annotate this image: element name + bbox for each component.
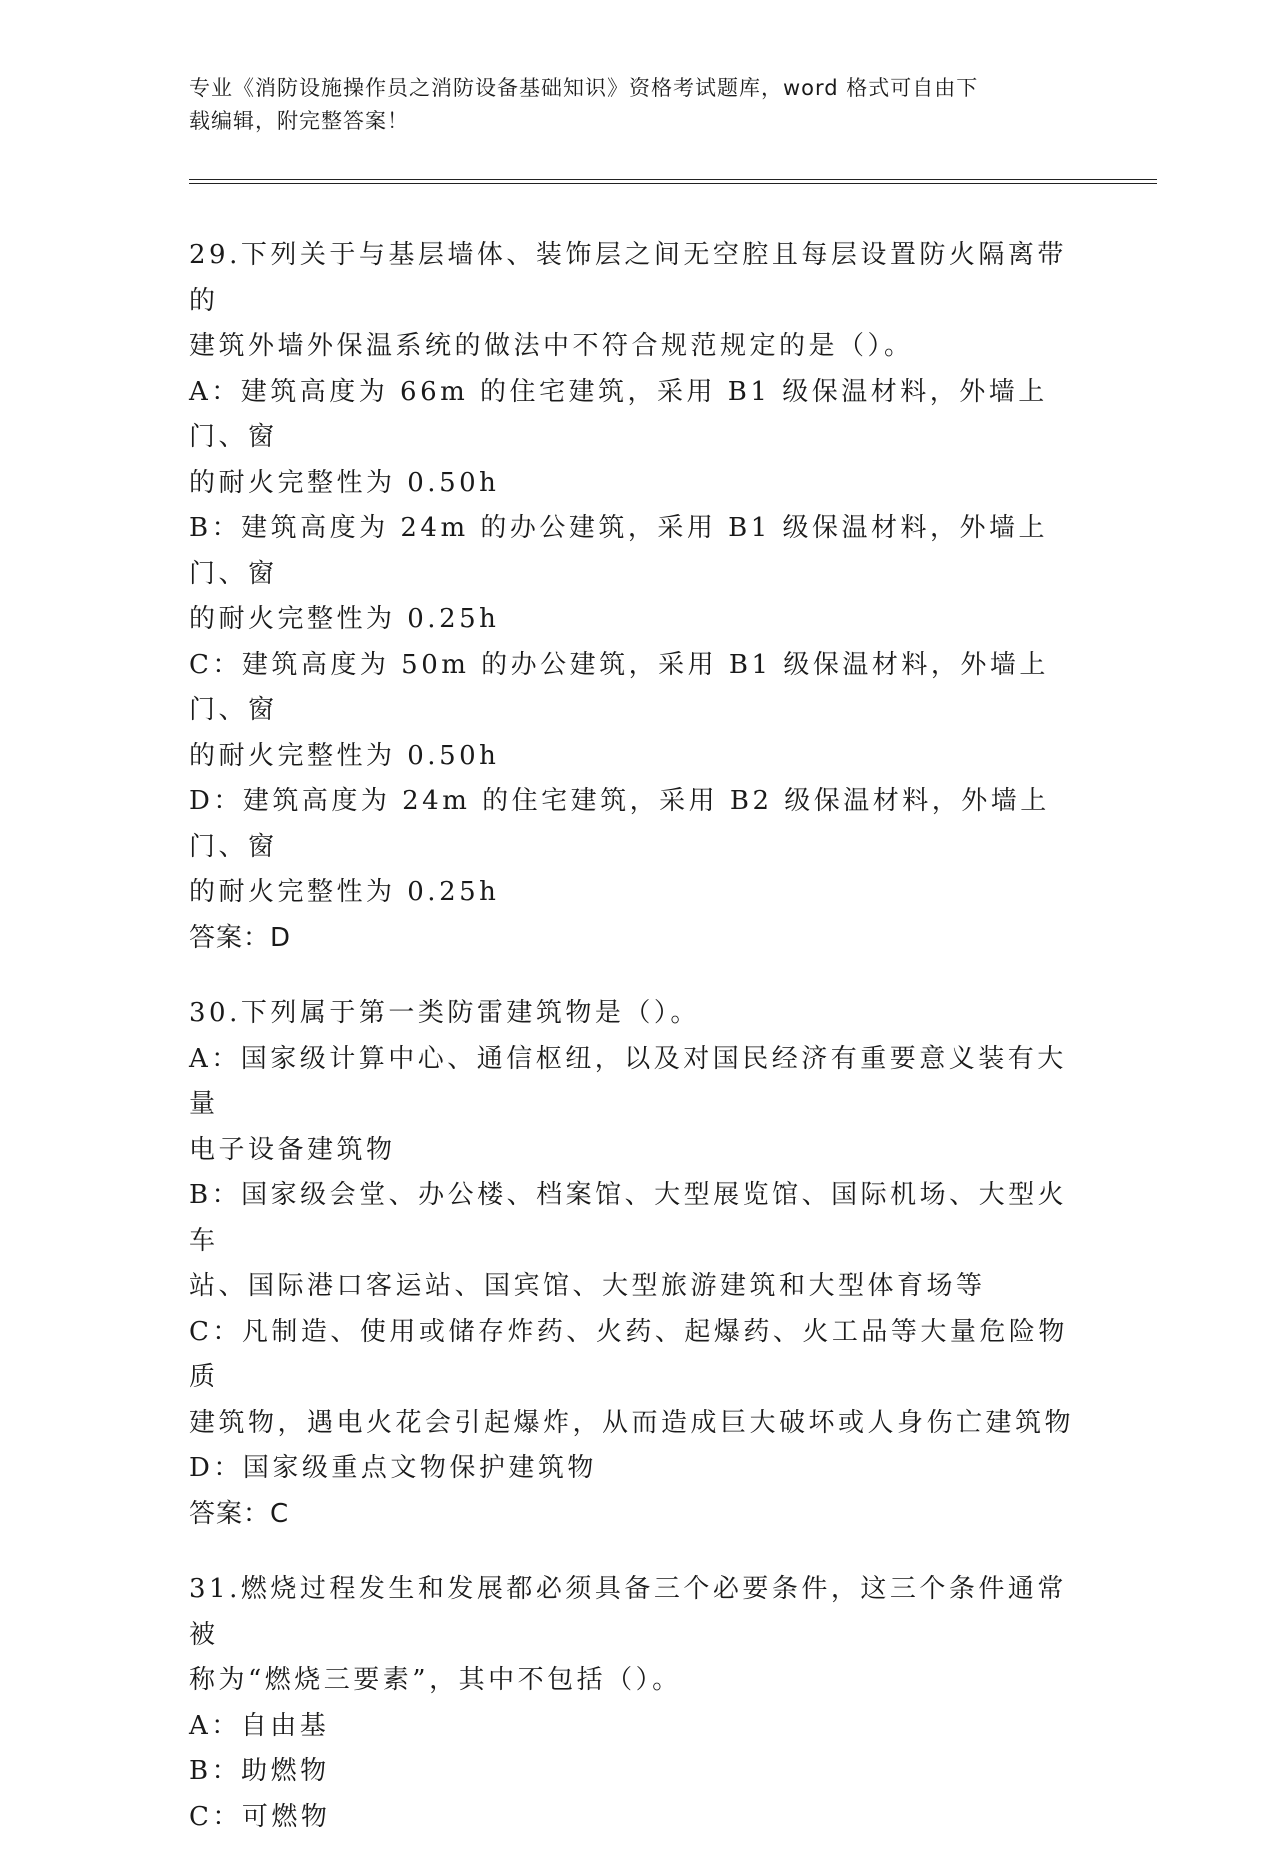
- question-stem-cont: 称为“燃烧三要素”，其中不包括（）。: [189, 1665, 682, 1695]
- option-a: A：建筑高度为 66m 的住宅建筑，采用 B1 级保温材料，外墙上门、窗: [189, 376, 1048, 452]
- option-c-cont: 的耐火完整性为 0.50h: [189, 740, 500, 771]
- question-29: [189, 233, 1089, 961]
- option-a: A：自由基: [189, 1710, 330, 1741]
- question-30: [189, 991, 1089, 1537]
- header-line-2: 载编辑，附完整答案！: [189, 109, 409, 133]
- question-stem: 29.下列关于与基层墙体、装饰层之间无空腔且每层设置防火隔离带的: [189, 240, 1067, 316]
- header-line-1: 专业《消防设施操作员之消防设备基础知识》资格考试题库，word 格式可自由下: [189, 76, 979, 100]
- option-b-cont: 站、国际港口客运站、国宾馆、大型旅游建筑和大型体育场等: [189, 1271, 986, 1301]
- option-d: D：国家级重点文物保护建筑物: [189, 1453, 597, 1483]
- question-stem: 31.燃烧过程发生和发展都必须具备三个必要条件，这三个条件通常被: [189, 1574, 1067, 1650]
- option-c: C：凡制造、使用或储存炸药、火药、起爆药、火工品等大量危险物质: [189, 1316, 1068, 1392]
- option-c: C：建筑高度为 50m 的办公建筑，采用 B1 级保温材料，外墙上门、窗: [189, 649, 1049, 725]
- option-b: B：建筑高度为 24m 的办公建筑，采用 B1 级保温材料，外墙上门、窗: [189, 513, 1049, 589]
- option-b: B：助燃物: [189, 1756, 330, 1786]
- answer: 答案：C: [189, 1498, 290, 1529]
- option-c-cont: 建筑物，遇电火花会引起爆炸，从而造成巨大破坏或人身伤亡建筑物: [189, 1407, 1075, 1438]
- option-a: A：国家级计算中心、通信枢纽，以及对国民经济有重要意义装有大量: [189, 1043, 1067, 1119]
- option-a-cont: 的耐火完整性为 0.50h: [189, 467, 500, 498]
- question-list: [189, 233, 1089, 1870]
- question-stem: 30.下列属于第一类防雷建筑物是（）。: [189, 998, 700, 1028]
- document-header: [189, 72, 1089, 138]
- option-b: B：国家级会堂、办公楼、档案馆、大型展览馆、国际机场、大型火车: [189, 1180, 1068, 1256]
- option-a-cont: 电子设备建筑物: [189, 1134, 396, 1165]
- option-c: C：可燃物: [189, 1801, 331, 1832]
- answer: 答案：D: [189, 922, 292, 953]
- header-divider-top: [189, 179, 1157, 180]
- header-divider-bottom: [189, 183, 1157, 184]
- question-31: [189, 1567, 1089, 1840]
- option-d: D：建筑高度为 24m 的住宅建筑，采用 B2 级保温材料，外墙上门、窗: [189, 786, 1050, 862]
- option-b-cont: 的耐火完整性为 0.25h: [189, 604, 500, 634]
- option-d-cont: 的耐火完整性为 0.25h: [189, 877, 500, 907]
- question-stem-cont: 建筑外墙外保温系统的做法中不符合规范规定的是（）。: [189, 331, 914, 361]
